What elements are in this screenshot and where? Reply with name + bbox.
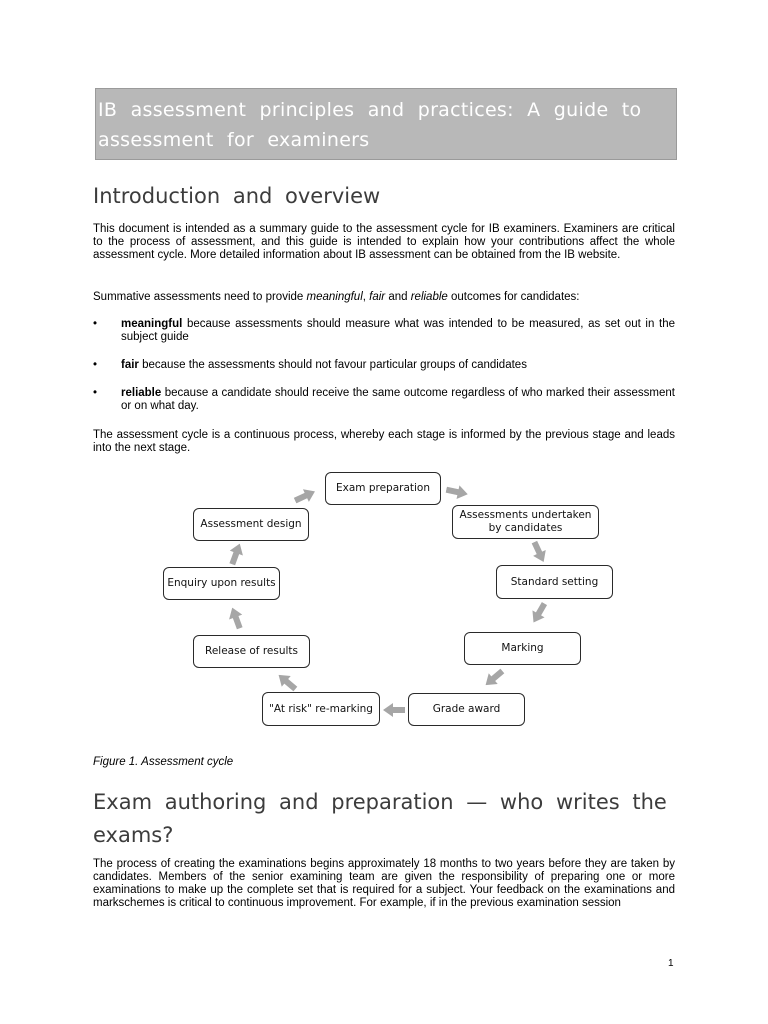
arrow-down-left-icon xyxy=(481,666,507,691)
para2-sep: , xyxy=(362,291,370,303)
arrow-right-icon xyxy=(445,483,469,501)
arrow-up-left-icon xyxy=(274,670,300,695)
section2-heading xyxy=(93,786,667,852)
figure-caption: Figure 1. Assessment cycle xyxy=(93,756,234,768)
node-grade-award: Grade award xyxy=(408,693,525,726)
bullet-term: meaningful xyxy=(121,318,183,330)
document-title: IB assessment principles and practices: A guide to assessment for examiners xyxy=(98,99,642,151)
bullet-marker: • xyxy=(93,318,98,330)
intro-paragraph-1: This document is intended as a summary guide to the assessment cycle for IB examiners. Examiners are critical to the process of assessment, and this guide is intended to explain how your contributions affect the whole assessment cycle. More detailed information about IB assessment can be obtained from the IB website. xyxy=(93,223,675,261)
node-enquiry-upon-results: Enquiry upon results xyxy=(163,567,280,600)
arrow-down-left-icon xyxy=(527,600,550,626)
arrow-up-icon xyxy=(226,605,247,630)
bullet-term: reliable xyxy=(121,387,162,399)
para2-sep: and xyxy=(385,291,411,303)
para2-italic-reliable: reliable xyxy=(410,291,448,303)
bullet-body: because assessments should measure what was intended to be measured, as set out in the subject guide xyxy=(121,318,675,343)
arrow-down-icon xyxy=(528,539,550,565)
section2-paragraph-1: The process of creating the examinations begins approximately 18 months to two years before they are taken by candidates. Members of the senior examining team are given the responsibility of preparing one or more examinations to make up the complete set that is required for a subject. Your feedback on the examinations and markschemes is critical to continuous improvement. For example, if in the previous examination session xyxy=(93,858,675,909)
intro-heading: Introduction and overview xyxy=(93,184,381,208)
document-title-banner xyxy=(95,88,677,160)
bullet-text xyxy=(121,318,675,344)
page-number: 1 xyxy=(668,958,674,969)
para2-italic-fair: fair xyxy=(369,291,386,303)
bullet-body: because a candidate should receive the same outcome regardless of who marked their assessment or on what day. xyxy=(121,387,675,412)
node-release-of-results: Release of results xyxy=(193,635,310,668)
node-assessment-design: Assessment design xyxy=(193,508,309,541)
intro-paragraph-3: The assessment cycle is a continuous process, whereby each stage is informed by the previous stage and leads into the next stage. xyxy=(93,429,675,454)
section2-heading-line2: exams? xyxy=(93,823,174,847)
bullet-body: because the assessments should not favour particular groups of candidates xyxy=(138,359,527,371)
para2-italic-meaningful: meaningful xyxy=(306,291,363,303)
intro-paragraph-2 xyxy=(93,291,675,304)
bullet-marker: • xyxy=(93,387,98,399)
arrow-up-icon xyxy=(226,541,247,566)
arrow-left-icon xyxy=(383,703,405,717)
para2-text: Summative assessments need to provide xyxy=(93,291,307,303)
bullet-term: fair xyxy=(121,359,139,371)
section2-heading-line1: Exam authoring and preparation — who writes the xyxy=(93,790,667,814)
node-exam-preparation: Exam preparation xyxy=(325,472,441,505)
para2-text: outcomes for candidates: xyxy=(447,291,580,303)
arrow-up-right-icon xyxy=(292,485,318,507)
node-assessments-undertaken: Assessments undertaken by candidates xyxy=(452,505,599,539)
bullet-text xyxy=(121,359,675,372)
bullet-marker: • xyxy=(93,359,98,371)
node-standard-setting: Standard setting xyxy=(496,565,613,599)
node-marking: Marking xyxy=(464,632,581,665)
node-at-risk-remarking: "At risk" re-marking xyxy=(262,692,380,726)
bullet-text xyxy=(121,387,675,413)
